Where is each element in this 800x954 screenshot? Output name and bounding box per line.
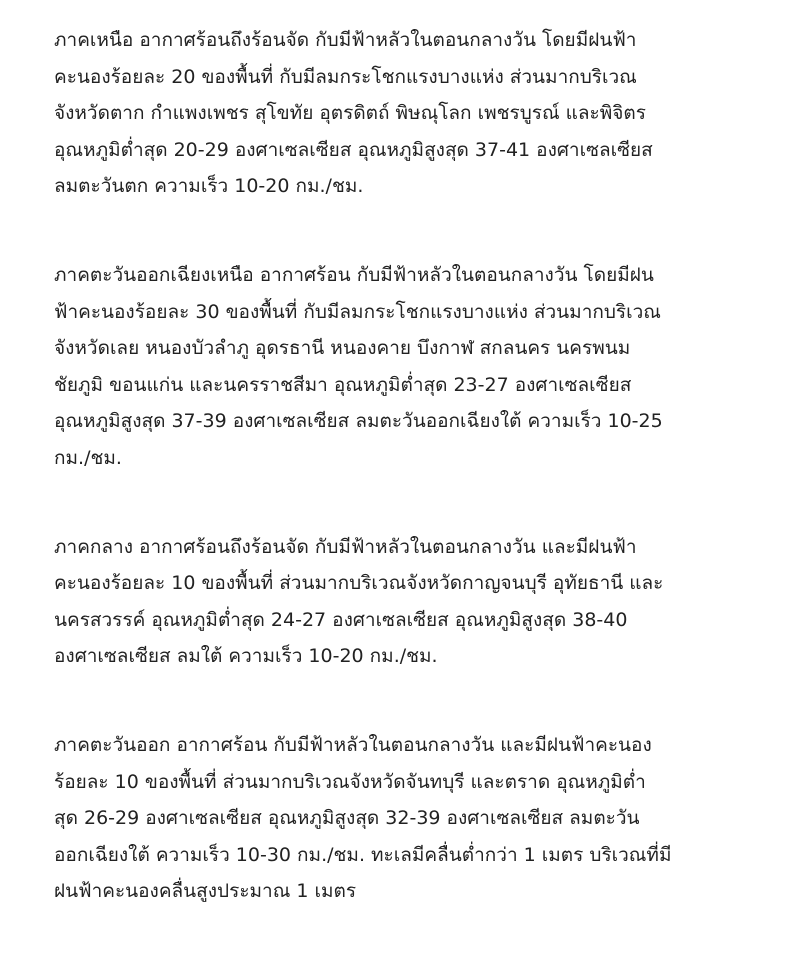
text-line: ออกเฉียงใต้ ความเร็ว 10-30 กม./ชม. ทะเลมีคลื่นต่ำกว่า 1 เมตร บริเวณที่มี [54,843,672,866]
text-line: ภาคกลาง อากาศร้อนถึงร้อนจัด กับมีฟ้าหลัวในตอนกลางวัน และมีฝนฟ้า [54,535,637,558]
text-line: ร้อยละ 10 ของพื้นที่ ส่วนมากบริเวณจังหวัดจันทบุรี และตราด อุณหภูมิต่ำ [54,770,646,793]
text-line: คะนองร้อยละ 10 ของพื้นที่ ส่วนมากบริเวณจังหวัดกาญจนบุรี อุทัยธานี และ [54,572,664,595]
text-line: ฝนฟ้าคะนองคลื่นสูงประมาณ 1 เมตร [54,880,357,903]
text-line: ชัยภูมิ ขอนแก่น และนครราชสีมา อุณหภูมิต่ำสุด 23-27 องศาเซลเซียส [54,373,632,396]
paragraph-north [54,22,790,205]
text-line: ภาคตะวันออก อากาศร้อน กับมีฟ้าหลัวในตอนกลางวัน และมีฝนฟ้าคะนอง [54,733,652,756]
text-line: ภาคเหนือ อากาศร้อนถึงร้อนจัด กับมีฟ้าหลัวในตอนกลางวัน โดยมีฝนฟ้า [54,29,637,51]
paragraph-northeast [54,257,790,477]
paragraph-east [54,727,790,910]
text-line: สุด 26-29 องศาเซลเซียส อุณหภูมิสูงสุด 32-39 องศาเซลเซียส ลมตะวัน [54,807,640,830]
text-line: นครสวรรค์ อุณหภูมิต่ำสุด 24-27 องศาเซลเซียส อุณหภูมิสูงสุด 38-40 [54,608,628,631]
paragraph-spacer [54,205,790,257]
text-line: อุณหภูมิต่ำสุด 20-29 องศาเซลเซียส อุณหภูมิสูงสุด 37-41 องศาเซลเซียส [54,138,653,161]
text-line: ภาคตะวันออกเฉียงเหนือ อากาศร้อน กับมีฟ้าหลัวในตอนกลางวัน โดยมีฝน [54,263,654,286]
paragraph-central [54,529,790,675]
weather-article [54,22,790,910]
text-line: จังหวัดเลย หนองบัวลำภู อุดรธานี หนองคาย บึงกาฬ สกลนคร นครพนม [54,337,631,360]
paragraph-spacer [54,477,790,529]
text-line: กม./ชม. [54,446,122,469]
paragraph-spacer [54,675,790,727]
text-line: ฟ้าคะนองร้อยละ 30 ของพื้นที่ กับมีลมกระโชกแรงบางแห่ง ส่วนมากบริเวณ [54,300,661,323]
text-line: คะนองร้อยละ 20 ของพื้นที่ กับมีลมกระโชกแรงบางแห่ง ส่วนมากบริเวณ [54,65,637,88]
text-line: อุณหภูมิสูงสุด 37-39 องศาเซลเซียส ลมตะวันออกเฉียงใต้ ความเร็ว 10-25 [54,410,663,433]
text-line: จังหวัดตาก กำแพงเพชร สุโขทัย อุตรดิตถ์ พิษณุโลก เพชรบูรณ์ และพิจิตร [54,102,646,125]
text-line: ลมตะวันตก ความเร็ว 10-20 กม./ชม. [54,175,364,198]
text-line: องศาเซลเซียส ลมใต้ ความเร็ว 10-20 กม./ชม. [54,645,438,668]
